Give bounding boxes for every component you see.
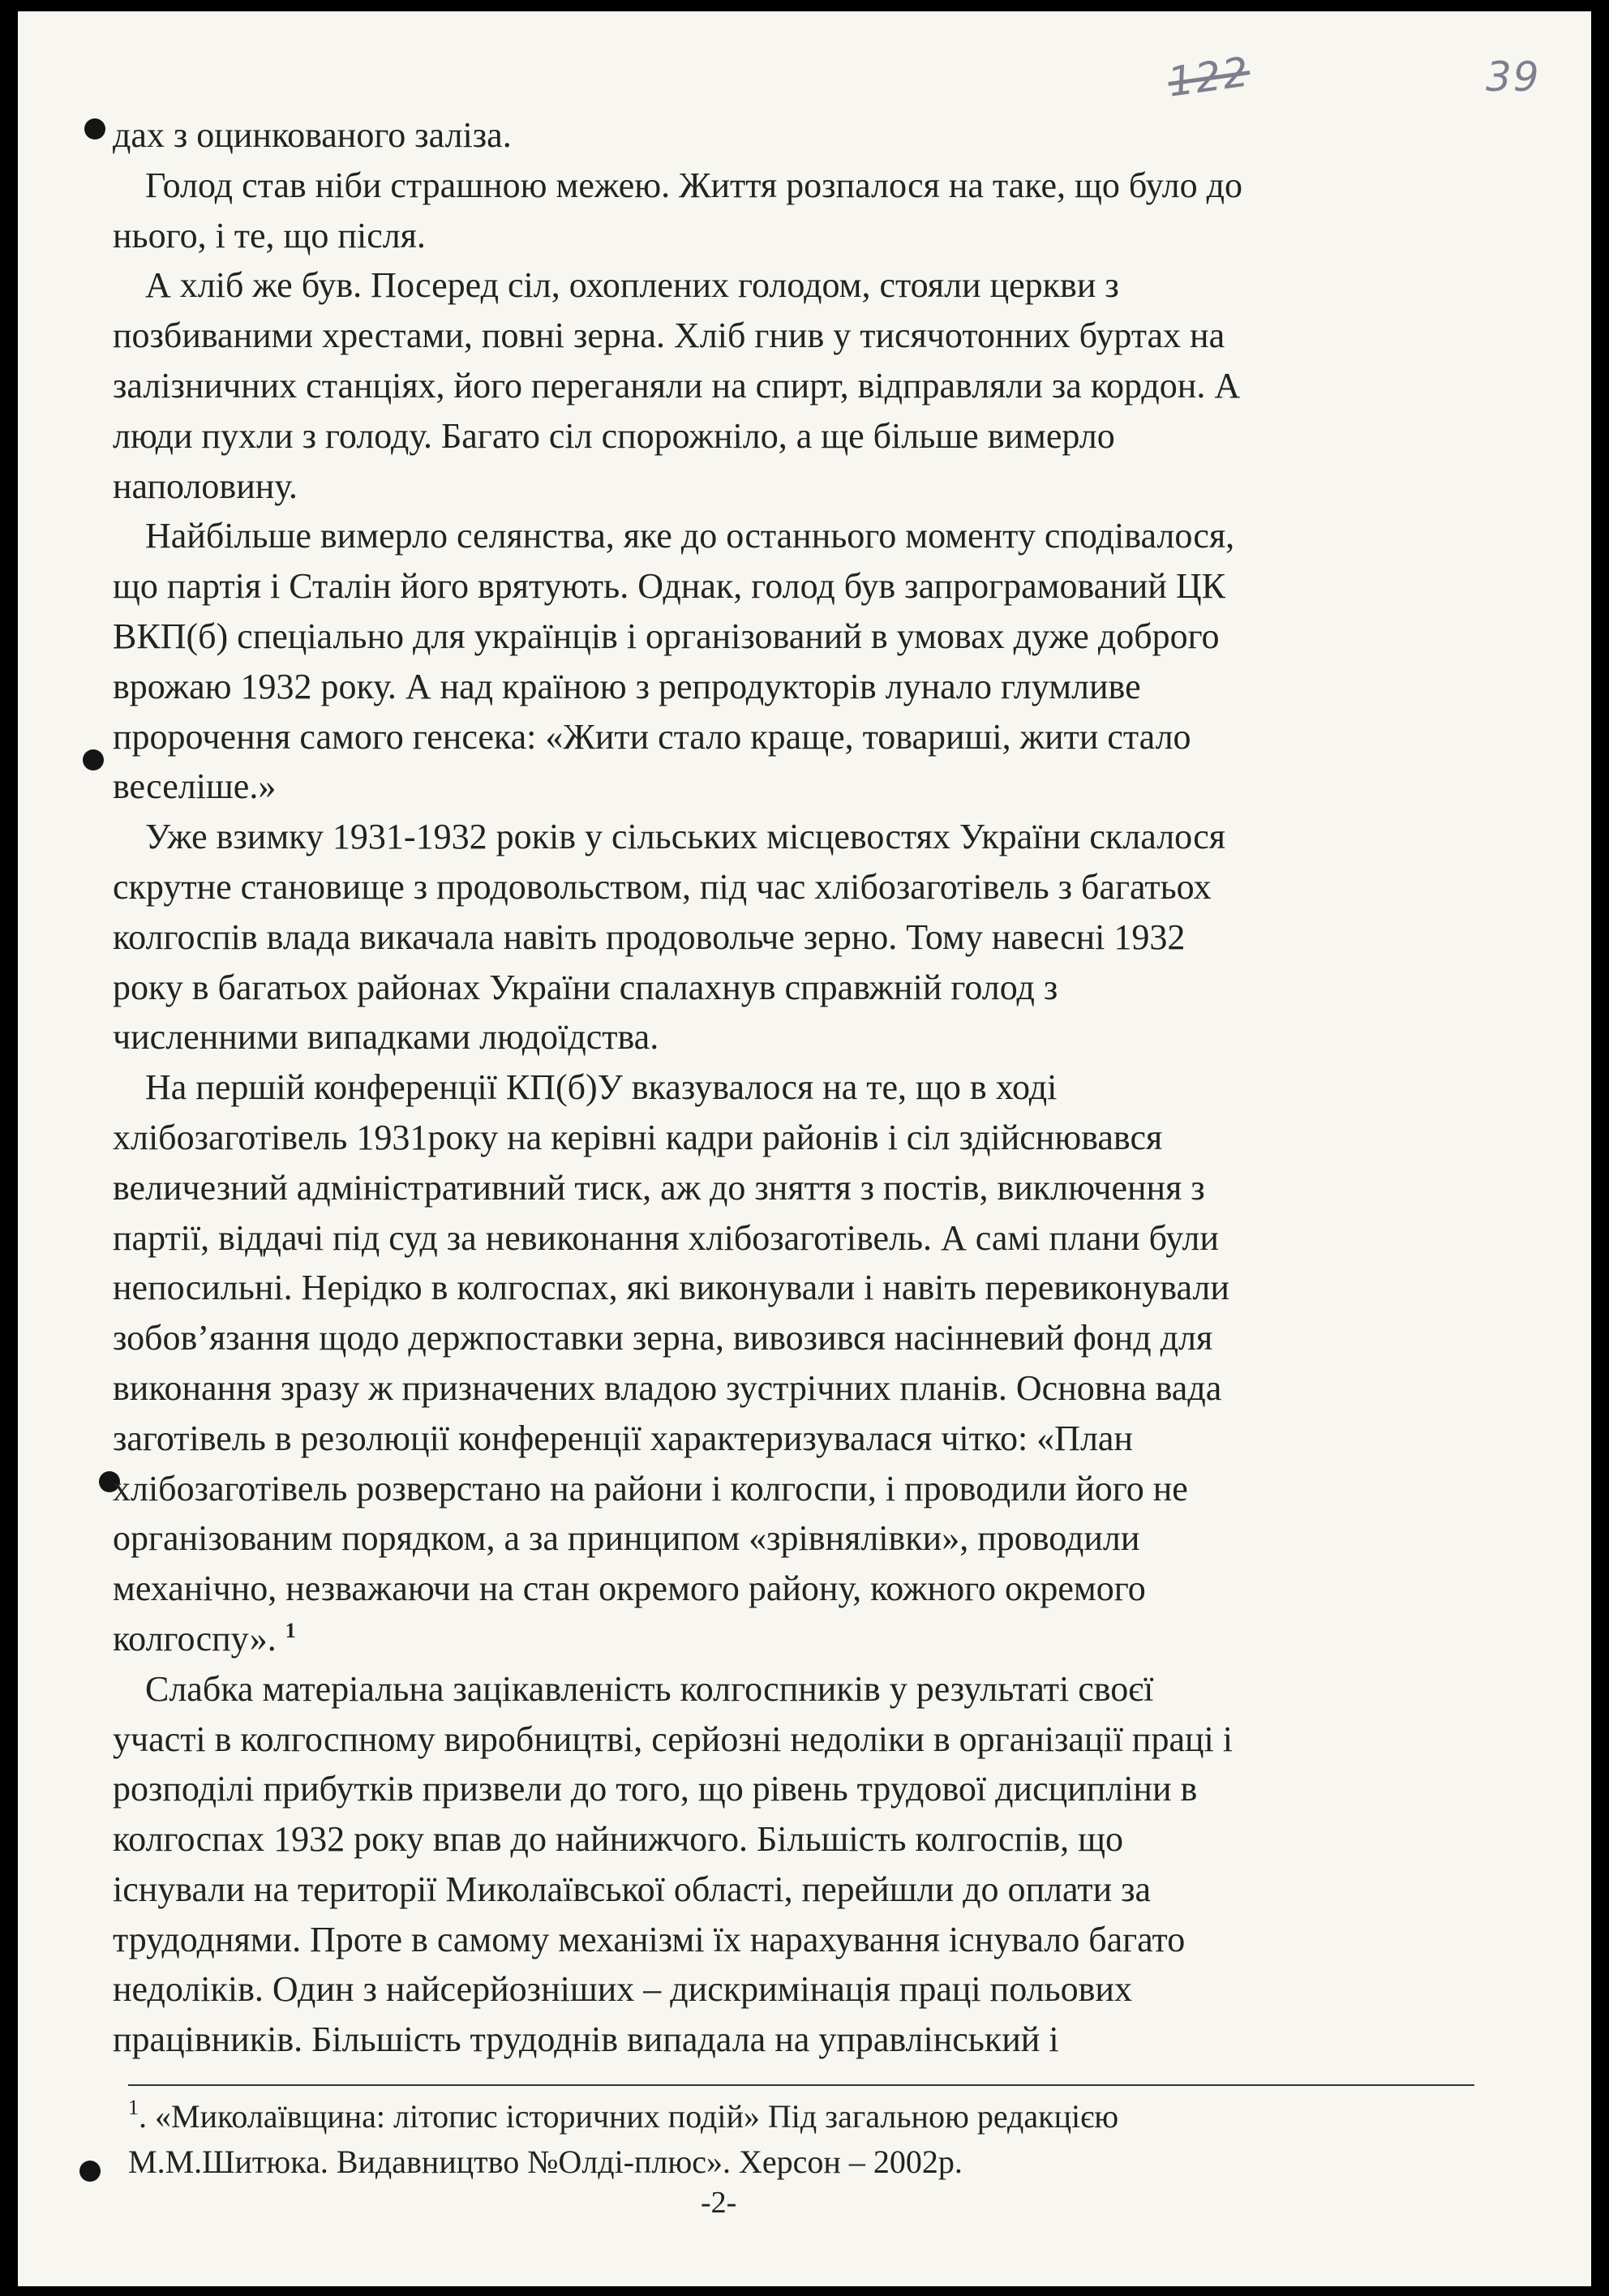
text-line-content: дах з оцинкованого заліза. <box>113 115 512 155</box>
footnote <box>128 2094 1491 2185</box>
text-line <box>113 1464 1491 1514</box>
text-line <box>113 1113 1491 1163</box>
text-line-content: трудоднями. Проте в самому механізмі їх нарахування існувало багато <box>113 1919 1186 1959</box>
text-line <box>113 260 1491 311</box>
text-line <box>113 862 1491 912</box>
text-line-content: люди пухли з голоду. Багато сіл спорожніло, а ще більше вимерло <box>113 415 1115 456</box>
footnote-text: М.М.Шитюка. Видавництво №Олді-плюс». Херсон – 2002р. <box>128 2144 963 2180</box>
text-line <box>113 912 1491 963</box>
text-line <box>113 110 1491 161</box>
handwritten-page-number: 39 <box>1486 54 1541 101</box>
text-line <box>113 762 1491 812</box>
document-page <box>18 11 1591 2286</box>
text-line-content: партії, віддачі під суд за невиконання хлібозаготівель. А самі плани були <box>113 1217 1219 1258</box>
text-line-content: наполовину. <box>113 466 298 506</box>
text-line <box>113 812 1491 862</box>
text-line <box>113 1614 1491 1664</box>
text-line <box>113 1915 1491 1965</box>
text-line <box>113 1714 1491 1765</box>
text-line <box>113 1814 1491 1865</box>
footnote-reference: 1 <box>285 1618 296 1642</box>
text-line-content: зобов’язання щодо держпоставки зерна, вивозився насінневий фонд для <box>113 1318 1213 1358</box>
text-line <box>113 1363 1491 1414</box>
body-text <box>113 110 1491 2065</box>
text-line <box>113 1964 1491 2015</box>
text-line <box>113 963 1491 1013</box>
text-line-content: величезний адміністративний тиск, аж до зняття з постів, виключення з <box>113 1167 1205 1208</box>
footnote-marker: 1 <box>128 2096 139 2119</box>
text-line-content: хлібозаготівель розверстано на райони і колгоспи, і проводили його не <box>113 1468 1188 1508</box>
text-line <box>113 361 1491 411</box>
text-line-content: колгоспу». <box>113 1618 277 1659</box>
text-line <box>113 1414 1491 1464</box>
text-line-content: колгоспах 1932 року впав до найнижчого. Більшість колгоспів, що <box>113 1819 1124 1860</box>
text-line <box>113 1313 1491 1363</box>
text-line-content: Уже взимку 1931-1932 років у сільських місцевостях України склалося <box>145 817 1226 857</box>
text-line-content: участі в колгоспному виробництві, серйозні недоліки в організації праці і <box>113 1719 1233 1759</box>
text-line-content: існували на території Миколаївської області, перейшли до оплати за <box>113 1869 1152 1909</box>
text-line-content: ВКП(б) спеціально для українців і організований в умовах дуже доброго <box>113 616 1220 656</box>
text-line-content: Голод став ніби страшною межею. Життя розпалося на таке, що було до <box>145 165 1243 205</box>
text-line-content: численними випадками людоїдства. <box>113 1017 659 1058</box>
footnote-line <box>128 2094 1491 2139</box>
text-line <box>113 561 1491 612</box>
text-line <box>113 411 1491 461</box>
text-line-content: виконання зразу ж призначених владою зустрічних планів. Основна вада <box>113 1367 1222 1408</box>
text-line-content: А хліб же був. Посеред сіл, охоплених голодом, стояли церкви з <box>145 265 1119 306</box>
text-line-content: скрутне становище з продовольством, під час хлібозаготівель з багатьох <box>113 866 1212 907</box>
text-line <box>113 1062 1491 1113</box>
text-line-content: хлібозаготівель 1931року на керівні кадри районів і сіл здійснювався <box>113 1117 1163 1157</box>
text-line <box>113 612 1491 662</box>
page-folio: -2- <box>701 2186 737 2220</box>
text-line <box>113 461 1491 512</box>
text-line-content: працівників. Більшість трудоднів випадала на управлінський і <box>113 2019 1059 2060</box>
text-line-content: На першій конференції КП(б)У вказувалося на те, що в ході <box>145 1067 1058 1108</box>
text-line-content: веселіше.» <box>113 766 277 807</box>
text-line <box>113 2015 1491 2065</box>
text-line-content: року в багатьох районах України спалахнув справжній голод з <box>113 967 1058 1007</box>
text-line-content: організованим порядком, а за принципом «зрівнялівки», проводили <box>113 1518 1140 1559</box>
text-line <box>113 662 1491 712</box>
text-line <box>113 311 1491 361</box>
footnote-separator <box>128 2084 1474 2086</box>
text-line-content: механічно, незважаючи на стан окремого району, кожного окремого <box>113 1569 1146 1609</box>
text-line <box>113 1764 1491 1814</box>
text-line <box>113 1012 1491 1062</box>
text-line <box>113 161 1491 211</box>
text-line-content: врожаю 1932 року. А над країною з репродукторів лунало глумливе <box>113 666 1141 706</box>
text-line-content: нього, і те, що після. <box>113 215 426 255</box>
footnote-line <box>128 2139 1491 2185</box>
punch-hole <box>84 118 105 139</box>
text-line <box>113 1513 1491 1564</box>
footnote-text: . «Миколаївщина: літопис історичних подій» Під загальною редакцією <box>139 2098 1119 2135</box>
text-line-content: колгоспів влада викачала навіть продовольче зерно. Тому навесні 1932 <box>113 916 1186 957</box>
text-line <box>113 211 1491 261</box>
text-line <box>113 511 1491 561</box>
crossed-out-page-number: 122 <box>1165 48 1253 106</box>
text-line <box>113 1263 1491 1313</box>
text-line <box>113 1163 1491 1213</box>
text-line-content: непосильні. Нерідко в колгоспах, які виконували і навіть перевиконували <box>113 1268 1229 1308</box>
text-line <box>113 712 1491 762</box>
text-line-content: позбиваними хрестами, повні зерна. Хліб гнив у тисячотонних буртах на <box>113 315 1225 356</box>
text-line-content: Найбільше вимерло селянства, яке до останнього моменту сподівалося, <box>145 516 1235 556</box>
text-line-content: що партія і Сталін його врятують. Однак, голод був запрограмований ЦК <box>113 566 1225 607</box>
text-line <box>113 1213 1491 1264</box>
text-line-content: недоліків. Один з найсерйозніших – дискримінація праці польових <box>113 1969 1132 2010</box>
text-line <box>113 1564 1491 1614</box>
punch-hole <box>83 749 104 770</box>
text-line <box>113 1865 1491 1915</box>
text-line-content: Слабка матеріальна зацікавленість колгоспників у результаті своєї <box>145 1668 1154 1709</box>
punch-hole <box>79 2161 101 2182</box>
text-line <box>113 1664 1491 1714</box>
text-line-content: залізничних станціях, його переганяли на спирт, відправляли за кордон. А <box>113 365 1241 406</box>
text-line-content: пророчення самого генсека: «Жити стало краще, товариші, жити стало <box>113 716 1191 757</box>
text-line-content: розподілі прибутків призвели до того, що рівень трудової дисципліни в <box>113 1769 1198 1809</box>
text-line-content: заготівель в резолюції конференції характеризувалася чітко: «План <box>113 1418 1133 1458</box>
